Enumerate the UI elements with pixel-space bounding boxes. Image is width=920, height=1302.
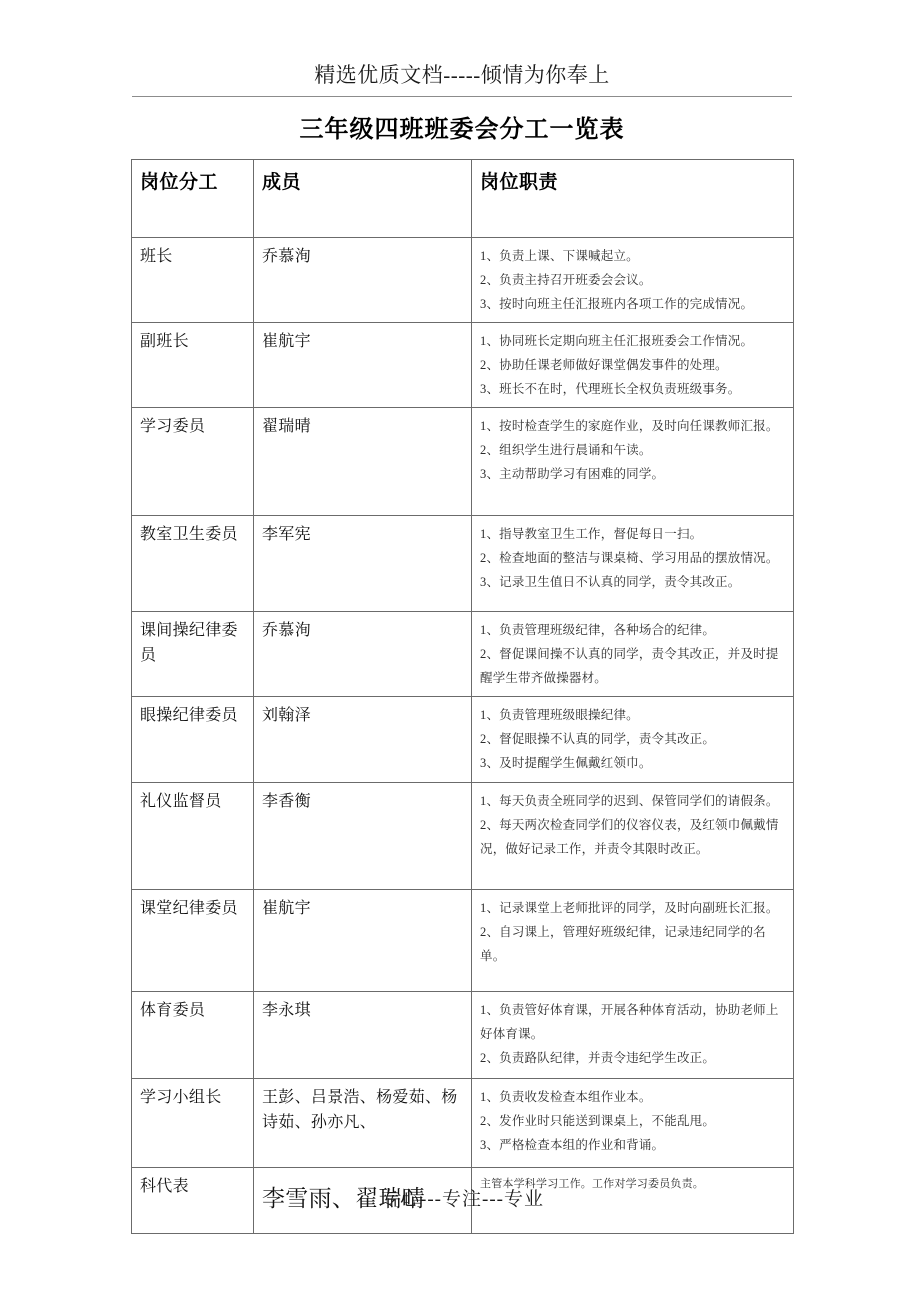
table-row <box>132 238 794 323</box>
column-header-role: 岗位分工 <box>132 160 254 238</box>
table-row <box>132 783 794 890</box>
table-row <box>132 1079 794 1168</box>
duty-line: 1、指导教室卫生工作，督促每日一扫。 <box>480 527 703 541</box>
duty-line: 1、协同班长定期向班主任汇报班委会工作情况。 <box>480 334 754 348</box>
duty-line: 1、负责收发检查本组作业本。 <box>480 1090 652 1104</box>
cell-role: 科代表 <box>132 1168 254 1234</box>
cell-duty <box>472 697 794 783</box>
cell-member: 崔航宇 <box>254 890 472 992</box>
cell-role: 眼操纪律委员 <box>132 697 254 783</box>
table-row <box>132 992 794 1079</box>
duty-line: 2、协助任课老师做好课堂偶发事件的处理。 <box>480 358 728 372</box>
cell-duty <box>472 992 794 1079</box>
cell-member: 李雪雨、翟瑞晴 <box>254 1168 472 1234</box>
duty-line: 2、负责主持召开班委会会议。 <box>480 273 652 287</box>
cell-role: 教室卫生委员 <box>132 516 254 612</box>
cell-duty <box>472 1079 794 1168</box>
duty-line: 1、负责管理班级眼操纪律。 <box>480 708 639 722</box>
duty-line: 1、每天负责全班同学的迟到、保管同学们的请假条。 <box>480 794 779 808</box>
duty-line: 2、督促眼操不认真的同学，责令其改正。 <box>480 732 716 746</box>
cell-duty <box>472 238 794 323</box>
table-row <box>132 697 794 783</box>
assignment-table <box>131 159 794 1234</box>
cell-role: 课堂纪律委员 <box>132 890 254 992</box>
duty-line: 2、组织学生进行晨诵和午读。 <box>480 443 652 457</box>
duty-line: 1、按时检查学生的家庭作业，及时向任课教师汇报。 <box>480 419 779 433</box>
cell-member: 李军宪 <box>254 516 472 612</box>
duty-line: 3、主动帮助学习有困难的同学。 <box>480 467 665 481</box>
duty-line: 2、负责路队纪律，并责令违纪学生改正。 <box>480 1051 716 1065</box>
table-row <box>132 516 794 612</box>
duty-line: 2、发作业时只能送到课桌上，不能乱甩。 <box>480 1114 716 1128</box>
cell-member: 崔航宇 <box>254 323 472 408</box>
cell-duty <box>472 890 794 992</box>
duty-line: 2、每天两次检查同学们的仪容仪表，及红领巾佩戴情况，做好记录工作，并责令其限时改正。 <box>480 818 779 856</box>
header-watermark-text: 精选优质文档-----倾情为你奉上 <box>314 63 610 87</box>
document-header <box>132 60 792 90</box>
cell-duty <box>472 783 794 890</box>
duty-line: 2、检查地面的整洁与课桌椅、学习用品的摆放情况。 <box>480 551 779 565</box>
table-header-row <box>132 160 794 238</box>
page-title: 三年级四班班委会分工一览表 <box>299 115 625 143</box>
duty-line: 2、督促课间操不认真的同学，责令其改正，并及时提醒学生带齐做操器材。 <box>480 647 779 685</box>
duty-line: 1、记录课堂上老师批评的同学，及时向副班长汇报。 <box>480 901 779 915</box>
duty-line: 1、负责管好体育课，开展各种体育活动，协助老师上好体育课。 <box>480 1003 779 1041</box>
document-footer: 专心---专注---专业 <box>380 1189 544 1210</box>
cell-member: 乔慕洵 <box>254 238 472 323</box>
table-row <box>132 890 794 992</box>
cell-member: 乔慕洵 <box>254 612 472 697</box>
duty-line: 3、严格检查本组的作业和背诵。 <box>480 1138 665 1152</box>
duty-line: 3、及时提醒学生佩戴红领巾。 <box>480 756 652 770</box>
duty-line: 2、自习课上，管理好班级纪律，记录违纪同学的名单。 <box>480 925 766 963</box>
cell-member: 刘翰泽 <box>254 697 472 783</box>
duty-line: 1、负责管理班级纪律，各种场合的纪律。 <box>480 623 716 637</box>
cell-member: 王彭、吕景浩、杨爱茹、杨诗茹、孙亦凡、 <box>254 1079 472 1168</box>
cell-duty <box>472 612 794 697</box>
duty-line: 3、按时向班主任汇报班内各项工作的完成情况。 <box>480 297 754 311</box>
cell-role: 体育委员 <box>132 992 254 1079</box>
table-row <box>132 323 794 408</box>
assignment-table-wrapper <box>131 159 793 1234</box>
cell-member: 翟瑞晴 <box>254 408 472 516</box>
cell-role: 课间操纪律委员 <box>132 612 254 697</box>
cell-member: 李永琪 <box>254 992 472 1079</box>
cell-duty <box>472 408 794 516</box>
cell-duty <box>472 323 794 408</box>
cell-duty <box>472 516 794 612</box>
table-row <box>132 612 794 697</box>
table-row <box>132 408 794 516</box>
header-divider-rule <box>132 96 792 97</box>
column-header-duty: 岗位职责 <box>472 160 794 238</box>
duty-line: 3、记录卫生值日不认真的同学，责令其改正。 <box>480 575 741 589</box>
cell-role: 学习小组长 <box>132 1079 254 1168</box>
column-header-member: 成员 <box>254 160 472 238</box>
cell-role: 学习委员 <box>132 408 254 516</box>
cell-role: 班长 <box>132 238 254 323</box>
duty-line: 1、负责上课、下课喊起立。 <box>480 249 639 263</box>
duty-line: 3、班长不在时，代理班长全权负责班级事务。 <box>480 382 741 396</box>
cell-role: 副班长 <box>132 323 254 408</box>
duty-line: 主管本学科学习工作。工作对学习委员负责。 <box>480 1178 704 1190</box>
cell-role: 礼仪监督员 <box>132 783 254 890</box>
cell-member: 李香衡 <box>254 783 472 890</box>
